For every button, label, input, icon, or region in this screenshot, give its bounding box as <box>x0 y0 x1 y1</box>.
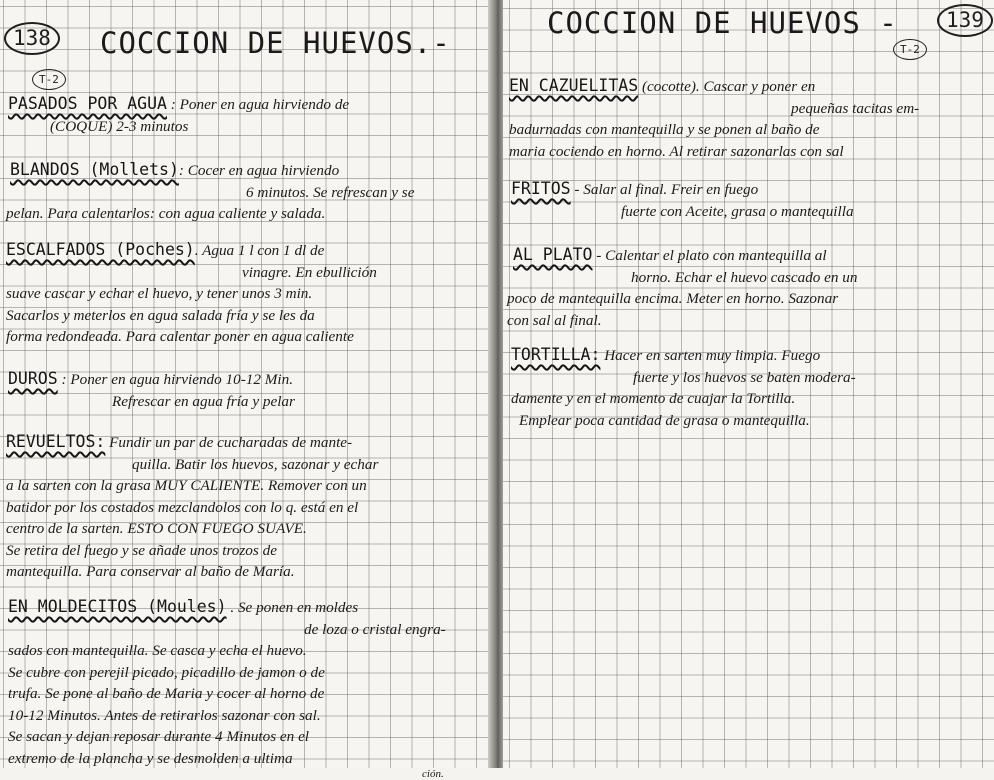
entry-line: : Poner en agua hirviendo de <box>170 96 350 113</box>
entry-line: : Poner en agua hirviendo 10-12 Min. <box>61 371 294 388</box>
entry-line: Se retira del fuego y se añade unos trozos de <box>6 541 277 559</box>
entry-term: AL PLATO <box>513 245 593 264</box>
right-page-title: COCCION DE HUEVOS - <box>547 6 898 40</box>
right-page-tag: T-2 <box>893 39 927 60</box>
entry-line: Emplear poca cantidad de grasa o mantequilla. <box>519 411 810 429</box>
entry-line: (cocotte). Cascar y poner en <box>641 78 816 95</box>
entry-term: EN CAZUELITAS <box>509 76 639 95</box>
entry-line: quilla. Batir los huevos, sazonar y echar <box>132 455 379 473</box>
entry-line: - Calentar el plato con mantequilla al <box>596 247 827 264</box>
entry-line: : Cocer en agua hirviendo <box>178 162 340 179</box>
entry-duros <box>8 368 295 412</box>
entry-line: pequeñas tacitas em- <box>791 99 920 117</box>
entry-line: suave cascar y echar el huevo, y tener unos 3 min. <box>6 285 313 302</box>
left-page-tag: T-2 <box>32 69 66 90</box>
entry-pasados-por-agua <box>8 93 349 137</box>
entry-line: vinagre. En ebullición <box>242 263 377 281</box>
entry-line: Se cubre con perejil picado, picadillo de jamon o de <box>8 663 325 681</box>
entry-line: extremo de la plancha y se desmolden a ultima <box>8 749 293 767</box>
right-page-number: 139 <box>937 4 993 37</box>
entry-term: BLANDOS (Mollets) <box>10 160 179 179</box>
entry-line: Sacarlos y meterlos en agua salada fría y se les da <box>6 306 315 324</box>
entry-line: sados con mantequilla. Se casca y echa el huevo. <box>8 642 307 659</box>
entry-line: badurnadas con mantequilla y se ponen al baño de <box>509 121 820 138</box>
entry-line: Se sacan y dejan reposar durante 4 Minutos en el <box>8 728 310 745</box>
entry-en-cazuelitas <box>509 75 919 162</box>
entry-line: - Salar al final. Freir en fuego <box>574 181 759 198</box>
entry-line: fuerte y los huevos se baten modera- <box>633 368 856 386</box>
entry-line: a la sarten con la grasa MUY CALIENTE. Remover con un <box>6 477 367 494</box>
entry-line: Fundir un par de cucharadas de mante- <box>109 434 353 451</box>
entry-line: Hacer en sarten muy limpia. Fuego <box>604 347 821 364</box>
entry-line: con sal al final. <box>507 311 602 329</box>
entry-line: forma redondeada. Para calentar poner en agua caliente <box>6 328 354 345</box>
entry-fritos <box>511 178 854 222</box>
entry-term: EN MOLDECITOS (Moules) <box>8 597 227 616</box>
entry-line: ción. <box>422 768 444 780</box>
entry-line: damente y en el momento de cuajar la Tortilla. <box>511 390 796 407</box>
entry-term: PASADOS POR AGUA <box>8 94 167 113</box>
entry-term: FRITOS <box>511 179 571 198</box>
entry-line: pelan. Para calentarlos: con agua caliente y salada. <box>6 205 326 222</box>
entry-line: poco de mantequilla encima. Meter en horno. Sazonar <box>507 290 839 307</box>
entry-term: TORTILLA: <box>511 345 601 364</box>
entry-line: centro de la sarten. ESTO CON FUEGO SUAVE. <box>6 520 307 537</box>
entry-line: . Agua 1 l con 1 dl de <box>194 242 325 259</box>
entry-tortilla <box>511 344 856 431</box>
entry-line: Refrescar en agua fría y pelar <box>112 392 295 410</box>
entry-line: horno. Echar el huevo cascado en un <box>631 268 858 286</box>
right-page <box>503 0 994 768</box>
entry-term: DUROS <box>8 369 58 388</box>
entry-line: maria cociendo en horno. Al retirar sazonarlas con sal <box>509 142 844 160</box>
entry-line: 6 minutos. Se refrescan y se <box>246 183 415 201</box>
entry-line: fuerte con Aceite, grasa o mantequilla <box>621 202 854 220</box>
entry-line: de loza o cristal engra- <box>304 620 446 638</box>
entry-line: (COQUE) 2-3 minutos <box>50 117 189 135</box>
entry-al-plato <box>507 244 858 331</box>
left-page-number: 138 <box>4 22 60 55</box>
left-page-title: COCCION DE HUEVOS.- <box>100 26 451 60</box>
entry-blandos <box>6 159 415 225</box>
entry-revueltos <box>6 431 378 583</box>
entry-term: REVUELTOS: <box>6 432 106 451</box>
entry-line: . Se ponen en moldes <box>230 599 359 616</box>
entry-en-moldecitos <box>8 596 446 779</box>
entry-term: ESCALFADOS (Poches) <box>6 240 195 259</box>
entry-escalfados <box>6 239 377 348</box>
entry-line: batidor por los costados mezclandolos con lo q. está en el <box>6 498 359 516</box>
entry-line: mantequilla. Para conservar al baño de María. <box>6 563 295 580</box>
entry-line: 10-12 Minutos. Antes de retirarlos sazonar con sal. <box>8 706 321 724</box>
entry-line: trufa. Se pone al baño de Maria y cocer al horno de <box>8 685 325 702</box>
left-page <box>0 0 491 780</box>
